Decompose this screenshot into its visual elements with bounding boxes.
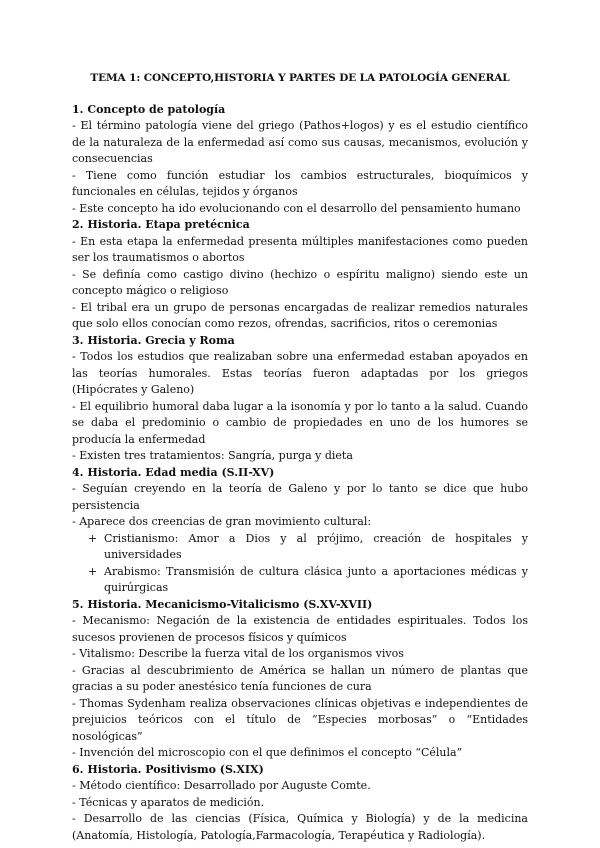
- section-heading: 3. Historia. Grecia y Roma: [72, 333, 235, 347]
- section-heading: 5. Historia. Mecanicismo-Vitalicismo (S.XV-XVII): [72, 597, 373, 611]
- section-heading: 6. Historia. Positivismo (S.XIX): [72, 762, 264, 776]
- bullet-marker: +: [88, 564, 98, 578]
- bullet-item: [72, 531, 528, 564]
- paragraph: - Tiene como función estudiar los cambios estructurales, bioquímicos y funcionales en células, tejidos y órganos: [72, 168, 528, 198]
- document-page: [72, 70, 528, 844]
- paragraph: - En esta etapa la enfermedad presenta múltiples manifestaciones como pueden ser los traumatismos o abortos: [72, 234, 528, 264]
- section-heading: 1. Concepto de patología: [72, 102, 226, 116]
- bullet-text: Arabismo: Transmisión de cultura clásica junto a aportaciones médicas y quirúrgicas: [104, 564, 528, 594]
- document-body: [72, 102, 528, 845]
- paragraph: - Thomas Sydenham realiza observaciones clínicas objetivas e independientes de prejuicios teóricos con el título de “Especies morbosas” o “Entidades nosológicas”: [72, 696, 528, 743]
- paragraph: - Método científico: Desarrollado por Auguste Comte.: [72, 779, 371, 792]
- paragraph: - Técnicas y aparatos de medición.: [72, 795, 265, 809]
- paragraph: - Todos los estudios que realizaban sobre una enfermedad estaban apoyados en las teorías humorales. Estas teorías fueron adaptadas por los griegos (Hipócrates y Galeno): [72, 350, 528, 396]
- paragraph: - Seguían creyendo en la teoría de Galeno y por lo tanto se dice que hubo persistencia: [72, 482, 528, 512]
- paragraph: - El término patología viene del griego (Pathos+logos) y es el estudio científico de la naturaleza de la enfermedad así como sus causas, mecanismos, evolución y consecuencias: [72, 119, 528, 165]
- paragraph: - Aparece dos creencias de gran movimiento cultural:: [72, 515, 372, 528]
- bullet-item: [72, 564, 528, 597]
- section-heading: 4. Historia. Edad media (S.II-XV): [72, 465, 275, 479]
- paragraph: - Gracias al descubrimiento de América se hallan un número de plantas que gracias a su poder anestésico tenía funciones de cura: [72, 663, 528, 693]
- paragraph: - El equilibrio humoral daba lugar a la isonomía y por lo tanto a la salud. Cuando se daba el predominio o cambio de propiedades en uno de los humores se producía la enfermedad: [72, 399, 528, 446]
- paragraph: - Invención del microscopio con el que definimos el concepto “Célula”: [72, 746, 463, 759]
- section-heading: 2. Historia. Etapa pretécnica: [72, 218, 250, 231]
- paragraph: - Se definía como castigo divino (hechizo o espíritu maligno) siendo este un concepto mágico o religioso: [72, 267, 528, 297]
- paragraph: - Desarrollo de las ciencias (Física, Química y Biología) y de la medicina (Anatomía, Histología, Patología,Farmacología, Terapéutica y Radiología).: [72, 812, 528, 842]
- bullet-marker: +: [88, 531, 98, 545]
- paragraph: - Existen tres tratamientos: Sangría, purga y dieta: [72, 449, 353, 462]
- bullet-text: Cristianismo: Amor a Dios y al prójimo, creación de hospitales y universidades: [104, 531, 528, 561]
- paragraph: - Este concepto ha ido evolucionando con el desarrollo del pensamiento humano: [72, 201, 521, 215]
- paragraph: - Vitalismo: Describe la fuerza vital de los organismos vivos: [72, 647, 404, 660]
- document-title: TEMA 1: CONCEPTO,HISTORIA Y PARTES DE LA PATOLOGÍA GENERAL: [90, 72, 510, 84]
- paragraph: - Mecanismo: Negación de la existencia de entidades espirituales. Todos los sucesos provienen de procesos físicos y químicos: [72, 614, 528, 644]
- paragraph: - El tribal era un grupo de personas encargadas de realizar remedios naturales que solo ellos conocían como rezos, ofrendas, sacrificios, ritos o ceremonias: [72, 300, 528, 330]
